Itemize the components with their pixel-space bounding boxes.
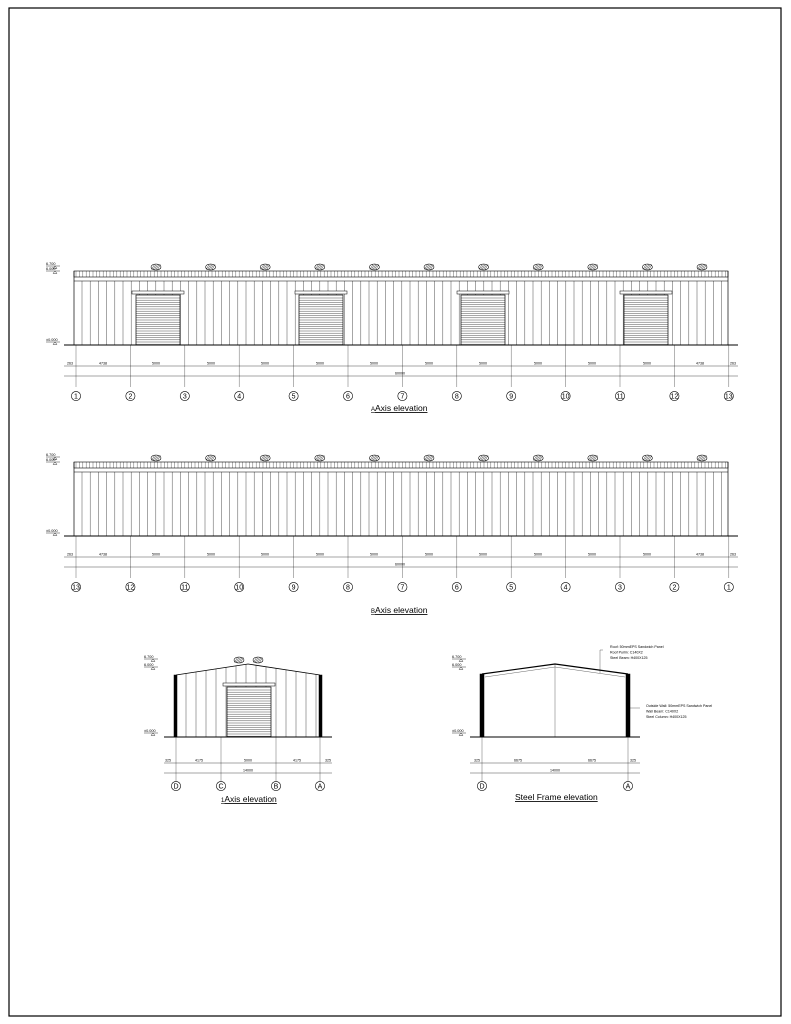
elevation-b: [46, 453, 738, 615]
axis-number: A: [317, 783, 323, 791]
axis-number: 5: [291, 393, 296, 401]
dimension-value: 5000: [643, 552, 651, 557]
axis-number: 8: [454, 393, 459, 401]
roof-ventilator: [588, 455, 598, 461]
axis-number: 1: [74, 393, 78, 401]
eave-level: 6.000: [144, 663, 154, 667]
dimension-value: 5000: [534, 361, 542, 366]
axis-number: 7: [400, 393, 405, 401]
dimension-value: 5000: [152, 552, 160, 557]
door-lintel: [132, 291, 184, 294]
axis-number: 13: [72, 584, 80, 592]
dimension-value: 325: [325, 758, 331, 763]
axis-number: B: [273, 783, 279, 791]
roof-band: [74, 462, 728, 468]
dimension-value: 5000: [588, 552, 596, 557]
axis-number: 11: [616, 393, 624, 401]
dimension-value: 5000: [316, 552, 324, 557]
ground-level: ±0.000: [46, 338, 58, 342]
dimension-value: 5000: [534, 552, 542, 557]
rolling-shutter-door: [620, 291, 672, 345]
dimension-value: 325: [630, 758, 636, 763]
roof-ventilator: [533, 455, 543, 461]
door-lintel: [295, 291, 347, 294]
axis-number: 10: [561, 393, 570, 401]
axis-number: C: [218, 783, 224, 791]
axis-number: 6: [454, 584, 459, 592]
roof-ventilator: [479, 455, 489, 461]
ridge-level: 6.700: [46, 262, 56, 266]
roof-note: Roof: 50mmEPS Sandwich Panel: [610, 645, 664, 649]
eave-level: 6.000: [46, 267, 56, 271]
wall-note: Steel Column: H400X125: [646, 715, 687, 719]
axis-number: D: [173, 783, 179, 791]
roof-ventilator: [424, 455, 434, 461]
ridge-level: 6.700: [452, 655, 462, 659]
axis-number: 1: [726, 584, 731, 592]
roof-ventilator: [260, 455, 270, 461]
roof-ventilator: [234, 657, 244, 663]
caption-axis-mark: A: [371, 407, 376, 413]
elevation-caption: [371, 605, 428, 615]
dimension-value: 263: [730, 361, 736, 366]
roof-ventilator: [206, 455, 216, 461]
sheet-border: [9, 8, 781, 1016]
roof-band: [74, 271, 728, 277]
dimension-value: 4738: [696, 361, 704, 366]
axis-number: 4: [237, 393, 242, 401]
roof-ventilator: [369, 264, 379, 270]
axis-number: 7: [400, 584, 405, 592]
dimension-total: 14000: [243, 768, 253, 773]
dimension-value: 4175: [293, 758, 301, 763]
caption-axis-mark: 1: [221, 798, 225, 804]
dimension-value: 5000: [207, 552, 215, 557]
rolling-shutter-door: [457, 291, 509, 345]
axis-number: 2: [128, 393, 133, 401]
rolling-shutter-door: [132, 291, 184, 345]
ground-level: ±0.000: [46, 529, 58, 533]
dimension-value: 263: [67, 361, 73, 366]
level-triangle: [459, 667, 463, 669]
dimension-value: 4738: [99, 552, 107, 557]
axis-number: 11: [181, 584, 189, 592]
column-left: [174, 675, 177, 737]
axis-number: 13: [724, 393, 733, 401]
dimension-value: 5000: [425, 552, 433, 557]
elevation-caption: [371, 403, 428, 413]
rolling-shutter-door: [223, 683, 275, 737]
level-triangle: [151, 659, 155, 661]
roof-ventilator: [697, 264, 707, 270]
dimension-value: 5000: [370, 552, 378, 557]
dimension-value: 5000: [261, 361, 269, 366]
roof-ventilator: [206, 264, 216, 270]
roof-ventilator: [253, 657, 263, 663]
axis-number: D: [479, 783, 485, 791]
dimension-value: 5000: [370, 361, 378, 366]
elevation-caption: [221, 794, 277, 804]
dimension-value: 5000: [207, 361, 215, 366]
dimension-value: 6675: [514, 758, 522, 763]
level-triangle: [151, 733, 155, 735]
wall-note: Outside Wall: 50mmEPS Sandwich Panel: [646, 704, 713, 708]
roof-ventilator: [533, 264, 543, 270]
dimension-value: 5000: [425, 361, 433, 366]
dimension-value: 5000: [479, 361, 487, 366]
axis-number: 3: [618, 584, 622, 592]
frame-column-right: [626, 674, 630, 737]
door-lintel: [457, 291, 509, 294]
axis-number: 5: [509, 584, 514, 592]
dimension-value: 263: [67, 552, 73, 557]
dimension-total: 14000: [550, 768, 560, 773]
eave-level: 6.000: [46, 458, 56, 462]
axis-number: 8: [346, 584, 350, 592]
steel-frame-elevation: [452, 645, 712, 802]
axis-number: 12: [126, 584, 135, 592]
caption-axis-mark: B: [371, 609, 376, 615]
dimension-value: 5000: [261, 552, 269, 557]
roof-ventilator: [642, 264, 652, 270]
ground-level: ±0.000: [144, 729, 156, 733]
roof-ventilator: [315, 264, 325, 270]
axis-number: 6: [346, 393, 350, 401]
dimension-value: 325: [474, 758, 480, 763]
roof-ventilator: [151, 264, 161, 270]
axis-number: 3: [182, 393, 187, 401]
elevation-a: [46, 262, 738, 413]
axis-number: A: [625, 783, 631, 791]
roof-ventilator: [642, 455, 652, 461]
level-triangle: [459, 659, 463, 661]
axis-number: 4: [563, 584, 568, 592]
dimension-value: 5000: [244, 758, 252, 763]
dimension-value: 6675: [588, 758, 596, 763]
roof-ventilator: [260, 264, 270, 270]
dimension-value: 5000: [152, 361, 160, 366]
door-lintel: [223, 683, 275, 686]
drawing-content: [46, 262, 738, 804]
eave-level: 6.000: [452, 663, 462, 667]
column-right: [319, 675, 322, 737]
axis-number: 2: [672, 584, 677, 592]
dimension-value: 5000: [479, 552, 487, 557]
roof-note: Roof Purlin: C140X2: [610, 650, 643, 655]
roof-ventilator: [151, 455, 161, 461]
dimension-value: 4738: [99, 361, 107, 366]
level-triangle: [53, 533, 57, 535]
dimension-value: 325: [165, 758, 171, 763]
elevation-caption: Steel Frame elevation: [515, 792, 598, 802]
roof-ventilator: [315, 455, 325, 461]
roof-note: Steel Beam: H400X125: [610, 656, 648, 660]
ridge-level: 6.700: [144, 655, 154, 659]
axis-number: 9: [291, 584, 296, 592]
ridge-level: 6.700: [46, 453, 56, 457]
frame-column-left: [480, 674, 484, 737]
roof-ventilator: [697, 455, 707, 461]
dimension-value: 4175: [195, 758, 203, 763]
ground-level: ±0.000: [452, 729, 464, 733]
rolling-shutter-door: [295, 291, 347, 345]
dimension-value: 263: [730, 552, 736, 557]
level-triangle: [53, 271, 57, 273]
level-triangle: [151, 667, 155, 669]
dimension-total: 60000: [395, 371, 405, 376]
caption-text: Axis elevation: [375, 605, 428, 615]
axis-number: 9: [509, 393, 514, 401]
level-triangle: [53, 462, 57, 464]
caption-text: Axis elevation: [375, 403, 428, 413]
roof-ventilator: [369, 455, 379, 461]
dimension-total: 60000: [395, 562, 405, 567]
axis-number: 12: [670, 393, 679, 401]
dimension-value: 5000: [316, 361, 324, 366]
roof-ventilator: [588, 264, 598, 270]
dimension-value: 5000: [588, 361, 596, 366]
dimension-value: 5000: [643, 361, 651, 366]
level-triangle: [53, 342, 57, 344]
dimension-value: 4738: [696, 552, 704, 557]
gable-elevation: [144, 655, 332, 804]
roof-ventilator: [424, 264, 434, 270]
caption-text: Axis elevation: [224, 794, 277, 804]
axis-number: 10: [235, 584, 244, 592]
wall-note: Wall Beam: C140X2: [646, 709, 679, 714]
roof-ventilator: [479, 264, 489, 270]
gable-roof: [176, 664, 320, 675]
level-triangle: [459, 733, 463, 735]
door-lintel: [620, 291, 672, 294]
